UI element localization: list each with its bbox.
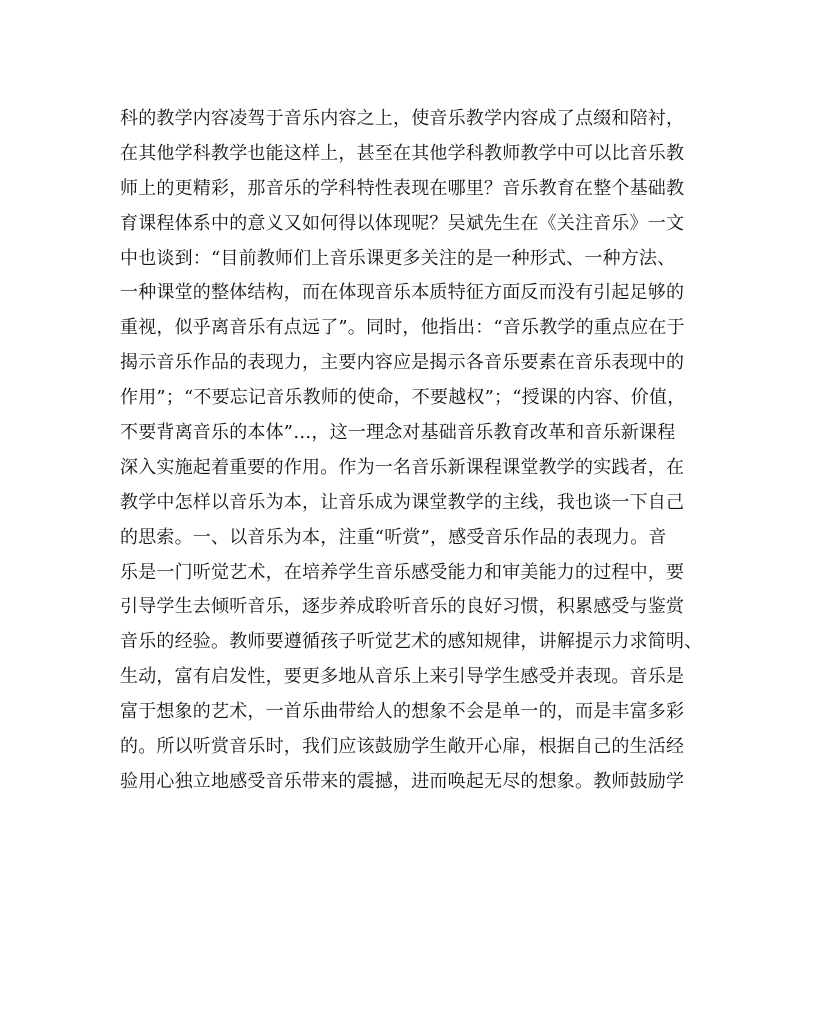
text-line-5: 中也谈到：“目前教师们上音乐课更多关注的是一种形式、一种方法、: [120, 247, 676, 269]
text-line-3: 师上的更精彩，那音乐的学科特性表现在哪里？音乐教育在整个基础教: [120, 177, 685, 199]
text-line-8: 揭示音乐作品的表现力，主要内容应是揭示各音乐要素在音乐表现中的: [120, 352, 685, 374]
text-line-6: 一种课堂的整体结构，而在体现音乐本质特征方面反而没有引起足够的: [120, 282, 685, 304]
text-line-9: 作用”；“不要忘记音乐教师的使命，不要越权”；“授课的内容、价值，: [120, 387, 686, 409]
text-line-19: 的。所以听赏音乐时，我们应该鼓励学生敞开心扉，根据自己的生活经: [120, 736, 685, 758]
text-line-16: 音乐的经验。教师要遵循孩子听觉艺术的感知规律，讲解提示力求简明、: [120, 631, 703, 653]
text-line-20: 验用心独立地感受音乐带来的震撼，进而唤起无尽的想象。教师鼓励学: [120, 770, 685, 792]
text-line-4: 育课程体系中的意义又如何得以体现呢？吴斌先生在《关注音乐》一文: [120, 212, 685, 234]
text-line-11: 深入实施起着重要的作用。作为一名音乐新课程课堂教学的实践者，在: [120, 456, 685, 478]
text-line-18: 富于想象的艺术，一首乐曲带给人的想象不会是单一的，而是丰富多彩: [120, 701, 685, 723]
text-line-15: 引导学生去倾听音乐，逐步养成聆听音乐的良好习惯，积累感受与鉴赏: [120, 596, 685, 618]
text-line-10: 不要背离音乐的本体”…，这一理念对基础音乐教育改革和音乐新课程: [120, 422, 676, 444]
text-line-17: 生动，富有启发性，要更多地从音乐上来引导学生感受并表现。音乐是: [120, 666, 685, 688]
text-line-7: 重视，似乎离音乐有点远了”。同时，他指出：“音乐教学的重点应在于: [120, 317, 685, 339]
text-line-12: 教学中怎样以音乐为本，让音乐成为课堂教学的主线，我也谈一下自己: [120, 491, 685, 513]
text-line-14: 乐是一门听觉艺术，在培养学生音乐感受能力和审美能力的过程中，要: [120, 561, 685, 583]
text-line-13: 的思索。一、以音乐为本，注重“听赏”，感受音乐作品的表现力。音: [120, 526, 667, 548]
text-line-1: 科的教学内容凌驾于音乐内容之上，使音乐教学内容成了点缀和陪衬，: [120, 108, 685, 129]
text-line-2: 在其他学科教学也能这样上，甚至在其他学科教师教学中可以比音乐教: [120, 142, 685, 164]
body-text: [120, 102, 703, 800]
